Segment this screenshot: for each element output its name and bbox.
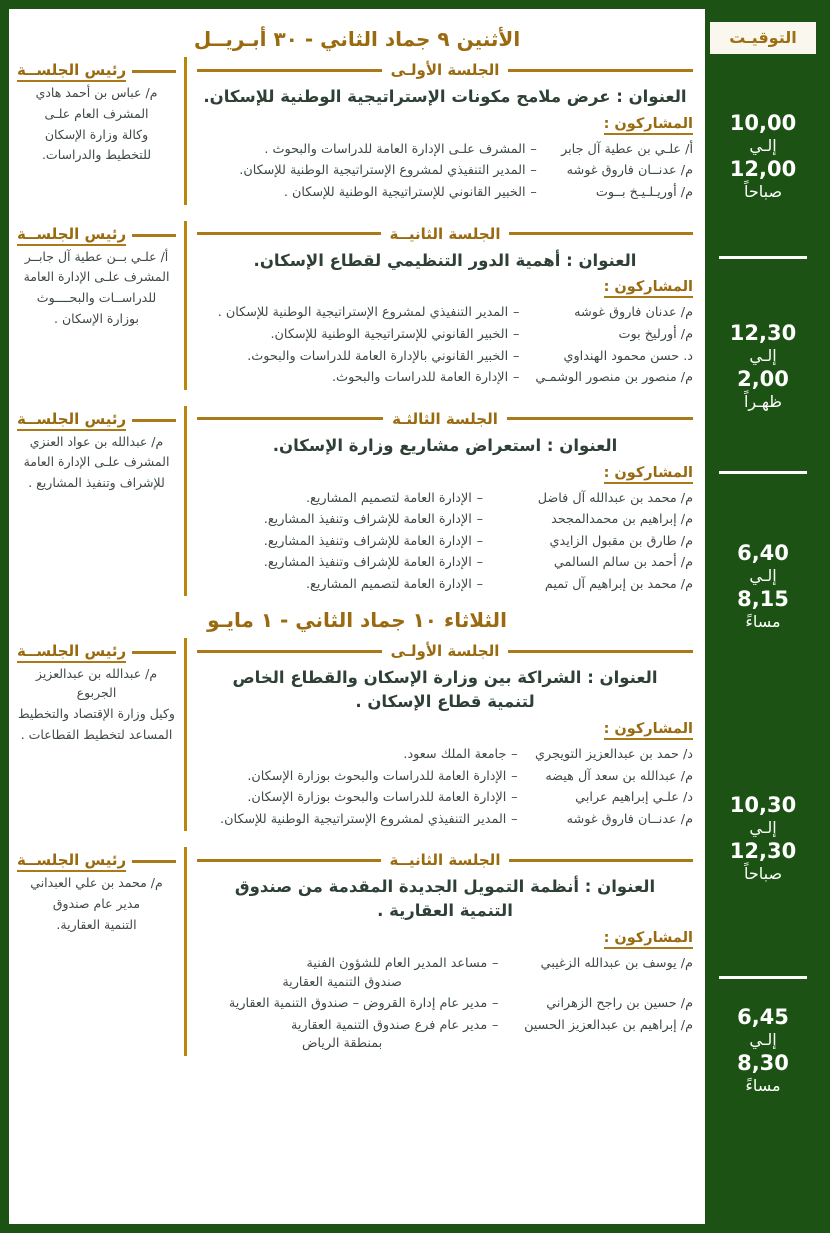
session-d1-s1-title-line-1: العنوان : عرض ملامح مكونات الإستراتيجية الوطنية للإسكان. — [203, 87, 687, 106]
time-slot-3-to: 8,15 — [737, 586, 789, 611]
participant-row — [197, 140, 693, 162]
participant-role: الإدارة العامة للدراسات والبحوث بوزارة الإسكان. — [247, 790, 507, 806]
participant-name: م/ طارق بن مقبول الزايدي — [549, 533, 693, 549]
time-slot-3-sep: إلـي — [749, 565, 777, 585]
spacer — [9, 390, 705, 406]
participant-role: الإدارة العامة للإشراف وتنفيذ المشاريع. — [263, 555, 472, 571]
session-d1-s3-title — [197, 434, 693, 458]
session-d1-s2-participants — [197, 303, 693, 389]
dash-icon: – — [476, 512, 484, 528]
time-slot-3-meridiem: مساءً — [745, 611, 781, 631]
participant-role: جامعة الملك سعود. — [403, 747, 507, 763]
day-2-title: الثلاثاء ١٠ جماد الثاني - ١ مايـو — [207, 608, 507, 633]
participant-row — [197, 994, 693, 1016]
session-d2-s2-label: الجلسة الثانيــة — [389, 851, 501, 870]
dash-icon: – — [492, 996, 499, 1012]
dash-icon: – — [511, 811, 518, 827]
session-d1-s2-title — [197, 249, 693, 273]
spacer — [9, 831, 705, 847]
participant-row — [197, 325, 693, 347]
chair-header: رئيس الجلســة — [17, 851, 126, 872]
session-d1-s3 — [9, 406, 705, 597]
time-column-header: التوقيـت — [710, 22, 816, 54]
time-slot-4-to: 12,30 — [729, 839, 797, 863]
participant-name: أ/ علـي بن عطية آل جابر — [561, 141, 693, 157]
chair-role-line: وكيل وزارة الإقتصاد والتخطيط — [18, 705, 175, 721]
participant-name: م/ إبراهيم بن عبدالعزيز الحسين — [524, 1017, 693, 1033]
participant-role: الخبير القانوني للإستراتيجية الوطنية للإسكان . — [283, 185, 526, 201]
time-slot-1-meridiem: صباحاً — [743, 181, 783, 201]
chair-name: م/ عبدالله بن عواد العنزي — [29, 433, 164, 449]
band-rule-left — [509, 232, 693, 235]
participant-name: م/ أحمد بن سالم السالمي — [553, 555, 693, 571]
time-slot-4 — [705, 699, 821, 979]
dash-icon: – — [476, 555, 484, 571]
chair-role-line: مدير عام صندوق — [52, 896, 141, 912]
participant-role: الإدارة العامة لتصميم المشاريع. — [305, 490, 472, 506]
time-slot-5-meridiem: مساءً — [745, 1075, 781, 1095]
chair-name: م/ عباس بن أحمد هادي — [35, 85, 158, 100]
participant-role: الخبير القانوني للإستراتيجية الوطنية للإسكان. — [270, 327, 509, 343]
participant-row — [197, 810, 693, 832]
dash-icon: – — [512, 327, 520, 343]
session-d1-s3-participants — [197, 489, 693, 597]
participant-name: د/ علـي إبراهيم عرابي — [575, 790, 693, 806]
participant-name: م/ إبراهيم بن محمدالمجحد — [551, 512, 693, 528]
participant-name: د/ حمد بن عبدالعزيز التويجري — [535, 747, 693, 763]
participant-role: الإدارة العامة للدراسات والبحوث. — [331, 370, 509, 386]
session-d1-s3-title-line-1: العنوان : استعراض مشاريع وزارة الإسكان. — [272, 435, 618, 455]
session-d2-s1-chair — [9, 638, 187, 831]
dash-icon: – — [530, 163, 537, 179]
participant-role: الإدارة العامة للدراسات والبحوث بوزارة الإسكان. — [247, 768, 507, 784]
participant-row — [197, 510, 693, 532]
participants-header: المشاركون : — [604, 930, 693, 949]
participant-name: م/ يوسف بن عبدالله الزغيبي — [540, 956, 693, 972]
session-d2-s1-main — [187, 638, 705, 831]
chair-header: رئيس الجلســة — [17, 61, 126, 82]
session-d2-s2-band — [197, 851, 693, 869]
participant-role-group — [197, 954, 487, 994]
chair-role-line: للتخطيط والدراسات. — [41, 147, 152, 163]
chair-band — [17, 851, 176, 872]
session-d1-s1-participants-head-row — [197, 113, 693, 140]
session-d1-s2-participants-head-row — [197, 276, 693, 303]
session-d2-s2 — [9, 847, 705, 1056]
participant-role: مدير عام فرع صندوق التنمية العقارية — [290, 1017, 488, 1033]
time-slot-2-meridiem: ظهـراً — [743, 391, 783, 411]
time-slot-5 — [705, 979, 821, 1224]
chair-role-line: وكالة وزارة الإسكان — [44, 126, 149, 142]
participant-row — [197, 954, 693, 994]
chair-rule — [132, 234, 176, 237]
chair-rule — [132, 651, 176, 654]
time-slot-1-sep: إلـي — [749, 135, 777, 155]
session-d2-s2-main — [187, 847, 705, 1056]
band-rule-left — [509, 859, 693, 862]
participant-name: م/ محمد بن عبدالله آل فاضل — [537, 490, 693, 506]
session-d2-s1-participants-head-row — [197, 718, 693, 745]
participant-row — [197, 767, 693, 789]
session-d2-s2-participants-head-row — [197, 927, 693, 954]
participant-role: الخبير القانوني بالإدارة العامة للدراسات والبحوث. — [247, 348, 509, 364]
participant-row — [197, 1016, 693, 1056]
participant-row — [197, 303, 693, 325]
session-d1-s2-main — [187, 221, 705, 390]
participant-row — [197, 532, 693, 554]
session-d2-s2-title — [197, 875, 693, 923]
participant-row — [197, 489, 693, 511]
chair-role-line: التنمية العقارية. — [56, 916, 137, 932]
participant-row — [197, 745, 693, 767]
session-d1-s3-main — [187, 406, 705, 597]
session-d2-s1-band — [197, 642, 693, 660]
participant-role: الإدارة العامة لتصميم المشاريع. — [305, 576, 472, 592]
participant-role: المدير التنفيذي لمشروع الإستراتيجية الوطنية للإسكان. — [220, 811, 507, 827]
participant-name: م/ حسين بن راجح الزهراني — [546, 996, 693, 1012]
chair-role-line: المشرف العام علـى — [44, 105, 149, 121]
participant-name: م/ أوريـلـيـخ بــوت — [595, 185, 693, 201]
participant-name: م/ عبدالله بن سعد آل هيضه — [545, 768, 693, 784]
dash-icon: – — [511, 768, 518, 784]
participants-header: المشاركون : — [604, 279, 693, 298]
time-slot-2 — [705, 259, 821, 474]
time-column — [705, 9, 821, 1224]
session-d1-s2-title-line-1: العنوان : أهمية الدور التنظيمي لقطاع الإسكان. — [253, 250, 637, 270]
chair-band — [17, 61, 176, 82]
session-d1-s3-band — [197, 410, 693, 428]
chair-band — [17, 642, 176, 663]
dash-icon: – — [530, 185, 537, 201]
session-d2-s1-participants — [197, 745, 693, 831]
dash-icon: – — [511, 790, 518, 806]
chair-role-line: المشرف علـى الإدارة العامة — [23, 269, 170, 285]
chair-name: م/ محمد بن علي العبداني — [30, 875, 163, 891]
participant-role-extra: صندوق التنمية العقارية — [282, 974, 402, 990]
session-d2-s1-title-line-1: العنوان : الشراكة بين وزارة الإسكان والقطاع الخاص — [232, 668, 658, 688]
dash-icon: – — [476, 576, 484, 592]
time-slot-5-from: 6,45 — [737, 1005, 789, 1029]
participant-row — [197, 575, 693, 597]
dash-icon: – — [476, 490, 484, 506]
band-rule-right — [197, 417, 383, 420]
session-d1-s1-chair — [9, 57, 187, 205]
time-slot-4-meridiem: صباحاً — [743, 864, 783, 884]
time-slot-3-from: 6,40 — [737, 540, 789, 565]
time-slot-3 — [705, 474, 821, 699]
dash-icon: – — [492, 1017, 499, 1033]
participant-row — [197, 368, 693, 390]
chair-role-line: للإشراف وتنفيذ المشاريع . — [28, 475, 165, 491]
chair-role-line: بوزارة الإسكان . — [54, 310, 139, 326]
time-slot-1-to: 12,00 — [729, 156, 797, 181]
dash-icon: – — [476, 533, 484, 549]
session-d2-s2-title-line-2: التنمية العقارية . — [377, 901, 513, 921]
session-d1-s1-title — [197, 85, 693, 109]
participant-role: الإدارة العامة للإشراف وتنفيذ المشاريع. — [263, 533, 472, 549]
participant-name: م/ عدنان فاروق غوشه — [574, 305, 693, 321]
participant-name: م/ منصور بن منصور الوشمـي — [535, 370, 693, 386]
session-d1-s3-label: الجلسة الثالثـة — [392, 409, 498, 428]
schedule-inner — [9, 9, 821, 1224]
chair-rule — [132, 70, 176, 73]
chair-name: أ/ علـي بــن عطية آل جابــر — [24, 248, 169, 264]
session-d1-s1-main — [187, 57, 705, 205]
chair-rule — [132, 419, 176, 422]
session-d2-s2-participants — [197, 954, 693, 1056]
participant-row — [197, 183, 693, 205]
participant-row — [197, 161, 693, 183]
band-rule-left — [507, 417, 693, 420]
time-slot-5-to: 8,30 — [737, 1050, 789, 1075]
session-d1-s2-band — [197, 225, 693, 243]
session-d1-s2-label: الجلسة الثانيــة — [389, 224, 501, 243]
session-d1-s1-participants — [197, 140, 693, 205]
participant-role: مساعد المدير العام للشؤون الفنية — [306, 956, 488, 972]
time-slot-1-from: 10,00 — [729, 110, 797, 135]
session-d2-s1-title-line-2: لتنمية قطاع الإسكان . — [355, 692, 535, 712]
time-slot-2-from: 12,30 — [729, 320, 797, 345]
dash-icon: – — [530, 141, 537, 157]
participants-header: المشاركون : — [604, 116, 693, 135]
participant-name: م/ عدنــان فاروق غوشه — [566, 811, 693, 827]
dash-icon: – — [492, 956, 499, 972]
time-slot-5-sep: إلـي — [749, 1030, 777, 1050]
session-d1-s2 — [9, 221, 705, 390]
participant-role: المشرف علـى الإدارة العامة للدراسات والبحوث . — [264, 141, 526, 157]
band-rule-right — [197, 69, 382, 72]
participant-role: مدير عام إدارة القروض – صندوق التنمية العقارية — [228, 996, 488, 1012]
band-rule-left — [508, 69, 693, 72]
session-d2-s1-title — [197, 666, 693, 714]
time-slot-1 — [705, 54, 821, 259]
session-d2-s2-chair — [9, 847, 187, 1056]
session-d2-s2-title-line-1: العنوان : أنظمة التمويل الجديدة المقدمة من صندوق — [234, 877, 656, 897]
participant-name: م/ محمد بن إبراهيم آل تميم — [544, 576, 693, 592]
dash-icon: – — [511, 747, 518, 763]
session-d1-s1-band — [197, 61, 693, 79]
time-slot-4-from: 10,30 — [729, 793, 797, 818]
chair-role-line: المساعد لتخطيط القطاعات . — [20, 726, 173, 742]
participant-row — [197, 553, 693, 575]
session-d1-s3-chair — [9, 406, 187, 597]
band-rule-left — [508, 650, 693, 653]
chair-header: رئيس الجلســة — [17, 642, 126, 663]
session-d2-s1-label: الجلسة الأولـى — [390, 642, 500, 661]
spacer — [9, 205, 705, 221]
participant-row — [197, 788, 693, 810]
participant-name: م/ عدنــان فاروق غوشه — [566, 163, 693, 179]
participant-name: د. حسن محمود الهنداوي — [563, 348, 693, 364]
participant-role: الإدارة العامة للإشراف وتنفيذ المشاريع. — [263, 512, 472, 528]
chair-header: رئيس الجلســة — [17, 225, 126, 246]
participant-role-extra: بمنطقة الرياض — [302, 1036, 383, 1052]
dash-icon: – — [512, 305, 520, 321]
session-d1-s1 — [9, 57, 705, 205]
time-slot-2-to: 2,00 — [737, 366, 789, 391]
time-slot-4-sep: إلـي — [749, 818, 777, 838]
participant-name: م/ أورليخ بوت — [618, 327, 693, 343]
participant-row — [197, 347, 693, 369]
participant-role: المدير التنفيذي لمشروع الإستراتيجية الوطنية للإسكان . — [217, 305, 509, 321]
chair-role-line: للدراســات والبحــــوث — [36, 290, 157, 306]
dash-icon: – — [512, 370, 520, 386]
participant-role: المدير التنفيذي لمشروع الإستراتيجية الوطنية للإسكان. — [239, 163, 526, 179]
chair-band — [17, 410, 176, 431]
participants-header: المشاركون : — [604, 465, 693, 484]
day-1-title: الأثنين ٩ جماد الثاني - ٣٠ أبـريــل — [193, 27, 521, 51]
chair-rule — [132, 860, 176, 863]
session-d1-s1-label: الجلسة الأولـى — [390, 61, 500, 79]
session-d2-s1 — [9, 638, 705, 831]
band-rule-right — [197, 650, 382, 653]
chair-role-line: المشرف علـى الإدارة العامة — [23, 454, 170, 470]
band-rule-right — [197, 232, 381, 235]
chair-name: م/ عبدالله بن عبدالعزيز الجربوع — [35, 666, 158, 701]
dash-icon: – — [512, 348, 520, 364]
time-slot-2-sep: إلـي — [749, 345, 777, 365]
chair-header: رئيس الجلســة — [17, 410, 126, 431]
schedule-body — [9, 9, 705, 1224]
participant-role-group — [197, 1016, 487, 1056]
participants-header: المشاركون : — [604, 721, 693, 740]
session-d1-s3-participants-head-row — [197, 462, 693, 489]
chair-band — [17, 225, 176, 246]
band-rule-right — [197, 859, 381, 862]
session-d1-s2-chair — [9, 221, 187, 390]
